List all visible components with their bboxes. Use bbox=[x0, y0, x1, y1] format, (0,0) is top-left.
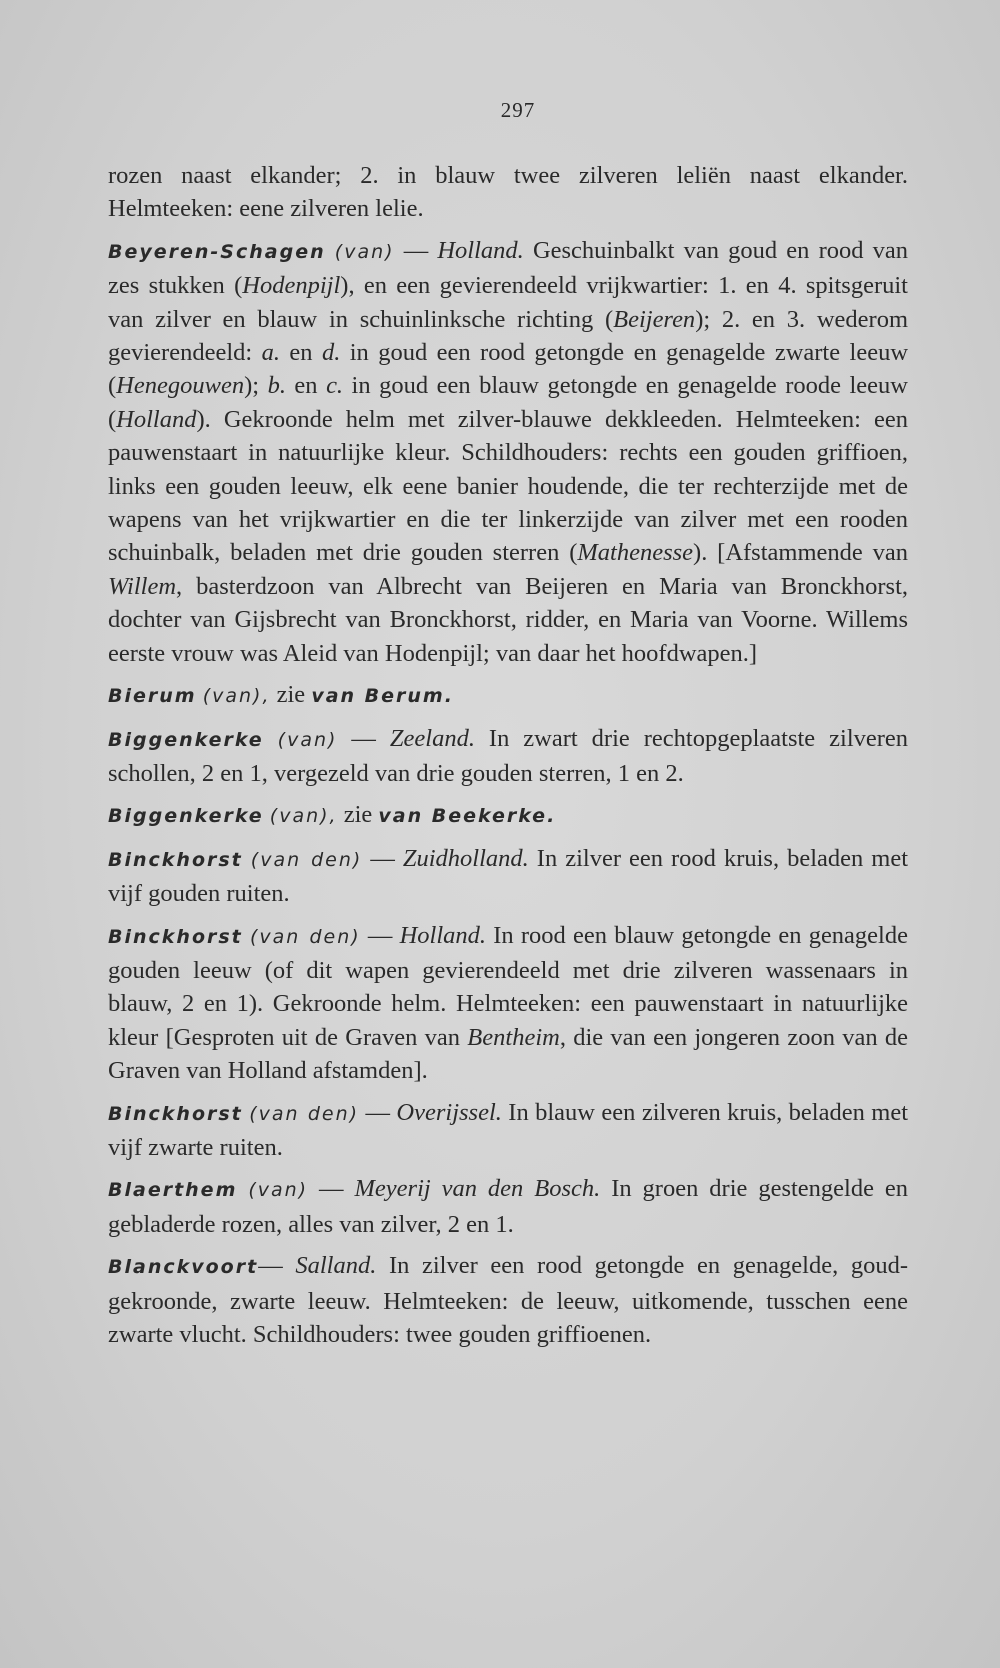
entry-text: zie bbox=[337, 801, 379, 829]
entry-paragraph bbox=[108, 798, 908, 833]
entry-text: Geschuinbalkt van goud en rood van zes stukken ( bbox=[108, 236, 909, 300]
italic-term: Beijeren bbox=[613, 305, 696, 333]
entry-headword: Blaerthem bbox=[108, 1179, 238, 1202]
entry-particle: (van den) bbox=[250, 848, 363, 871]
italic-term: a. bbox=[261, 339, 280, 367]
entry-region: Meyerij van den Bosch. bbox=[354, 1175, 601, 1203]
cross-reference: van Beekerke. bbox=[378, 805, 557, 828]
entry-text: zie bbox=[270, 681, 312, 709]
entry-text: In groen drie gestengelde en gebladerde rozen, alles van zilver, 2 en 1. bbox=[108, 1175, 909, 1238]
entry-text: ). [Afstammende van bbox=[693, 539, 908, 567]
entry-text: In blauw een zilveren kruis, beladen met vijf zwarte ruiten. bbox=[108, 1098, 909, 1161]
entry-text: In zilver een rood getongde en genagelde, goud-gekroonde, zwarte leeuw. Helmteeken: de leeuw, uitkomende, tusschen eene zwarte vlucht. Schildhouders: twee gouden griffioenen. bbox=[108, 1252, 909, 1348]
entry-particle: (van), bbox=[202, 685, 271, 708]
italic-term: Mathenesse bbox=[577, 539, 694, 567]
entry-dash: — bbox=[365, 1098, 390, 1126]
entry-text: en bbox=[285, 372, 327, 400]
entry-particle: (van den) bbox=[249, 1102, 360, 1125]
entry-particle: (van den) bbox=[249, 925, 361, 948]
italic-term: Henegouwen bbox=[116, 372, 245, 400]
entry-paragraph bbox=[108, 1172, 908, 1241]
page-number: 297 bbox=[500, 98, 536, 122]
page-body bbox=[108, 159, 908, 1351]
italic-term: b. bbox=[267, 372, 286, 400]
entry-dash: — bbox=[351, 724, 376, 752]
entry-dash: — bbox=[367, 921, 393, 949]
italic-term: Hodenpijl bbox=[242, 272, 341, 300]
entry-text: ), en een gevierendeeld vrijkwartier: 1. en 4. spitsgeruit van zilver en blauw in schuinlinksche richting ( bbox=[108, 272, 908, 333]
entry-particle: (van) bbox=[277, 728, 338, 751]
entry-particle: (van), bbox=[269, 805, 338, 828]
entry-text: ). Gekroonde helm met zilver-blauwe dekkleeden. Helmteeken: een pauwenstaart in natuurlijke kleur. Schildhouders: rechts een gouden griffioen, links een gouden leeuw, elk eene banier houdende, die ter rechterzijde met de wapens van het vrijkwartier en die ter linkerzijde van zilver met een rooden schuinbalk, beladen met drie gouden sterren ( bbox=[108, 405, 908, 567]
entry-dash: — bbox=[403, 236, 429, 264]
entry-text: en bbox=[280, 339, 322, 367]
italic-term: Holland bbox=[116, 405, 197, 433]
entry-region: Zuidholland. bbox=[402, 844, 529, 872]
entry-headword: Binckhorst bbox=[108, 1102, 243, 1125]
entry-text: in goud een blauw getongde en genagelde roode leeuw ( bbox=[108, 372, 908, 433]
entry-headword: Biggenkerke bbox=[108, 805, 264, 828]
entry-headword: Bierum bbox=[108, 685, 197, 708]
entry-region: Salland. bbox=[295, 1252, 377, 1280]
entry-headword: Blanckvoort bbox=[108, 1256, 259, 1279]
entry-headword: Beyeren-Schagen bbox=[108, 240, 326, 263]
entry-region: Holland. bbox=[437, 236, 524, 264]
entry-particle: (van) bbox=[334, 240, 395, 263]
italic-term: d. bbox=[321, 339, 341, 367]
entry-headword: Binckhorst bbox=[108, 925, 243, 948]
italic-term: Willem bbox=[108, 572, 177, 600]
entry-text: In zilver een rood kruis, beladen met vijf gouden ruiten. bbox=[108, 844, 909, 908]
entry-text: ); bbox=[244, 372, 268, 400]
entry-paragraph bbox=[108, 842, 908, 911]
entry-region: Zeeland. bbox=[389, 724, 475, 752]
italic-term: Bentheim bbox=[467, 1023, 560, 1051]
entry-paragraph bbox=[108, 1249, 908, 1351]
cross-reference: van Berum. bbox=[311, 685, 454, 708]
entry-text: , basterdzoon van Albrecht van Beijeren en Maria van Bronckhorst, dochter van Gijsbrecht van Bronckhorst, ridder, en Maria van Voorne. Willems eerste vrouw was Aleid van Hodenpijl; van daar het hoofdwapen.] bbox=[108, 572, 908, 667]
entry-region: Holland. bbox=[399, 921, 487, 949]
entry-paragraph bbox=[108, 234, 908, 670]
entry-text: in goud een rood getongde en genagelde zwarte leeuw ( bbox=[108, 339, 909, 400]
entry-dash: — bbox=[319, 1175, 344, 1203]
entry-paragraph bbox=[108, 678, 908, 713]
continuation-paragraph: rozen naast elkander; 2. in blauw twee zilveren leliën naast elkander. Helmteeken: eene zilveren lelie. bbox=[108, 162, 908, 223]
entry-headword: Binckhorst bbox=[108, 848, 243, 871]
entry-headword: Biggenkerke bbox=[108, 728, 264, 751]
entry-dash: — bbox=[370, 844, 395, 872]
entry-paragraph bbox=[108, 919, 908, 1088]
entry-dash: — bbox=[258, 1252, 283, 1280]
entry-paragraph bbox=[108, 722, 908, 791]
entry-text: , die van een jongeren zoon van de Graven van Holland afstamden]. bbox=[108, 1023, 908, 1085]
entry-text: In rood een blauw getongde en genagelde gouden leeuw (of dit wapen gevierendeeld met drie zilveren wassenaars in blauw, 2 en 1). Gekroonde helm. Helmteeken: een pauwenstaart in natuurlijke kleur [Gesproten uit de Graven van bbox=[108, 921, 908, 1051]
italic-term: c. bbox=[326, 372, 344, 400]
entry-paragraph bbox=[108, 1096, 908, 1165]
entry-text: ); 2. en 3. wederom gevierendeeld: bbox=[108, 305, 908, 367]
entry-particle: (van) bbox=[248, 1179, 309, 1202]
entry-region: Overijssel. bbox=[396, 1098, 502, 1126]
entry-text: In zwart drie rechtopgeplaatste zilveren schollen, 2 en 1, vergezeld van drie gouden sterren, 1 en 2. bbox=[108, 724, 909, 787]
